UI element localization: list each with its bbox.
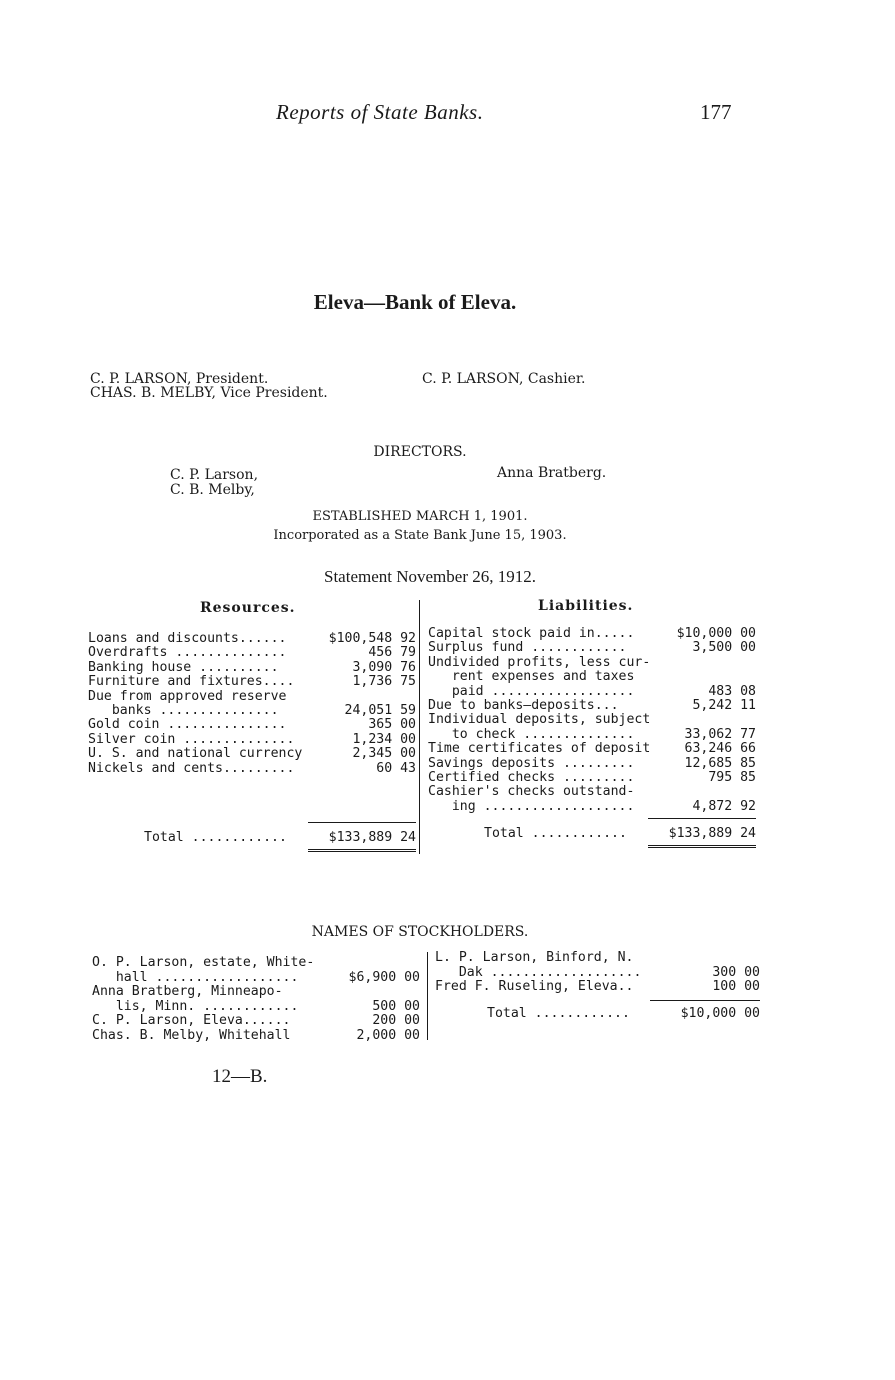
- liabilities-double-rule: [648, 845, 756, 848]
- row-label: Time certificates of deposit: [428, 742, 651, 757]
- row-label: banks ...............: [88, 704, 279, 718]
- resources-heading: Resources.: [200, 600, 296, 616]
- row-label: Overdrafts ..............: [88, 646, 287, 661]
- liabilities-heading: Liabilities.: [538, 598, 634, 614]
- row-amount: 2,000 00: [356, 1027, 420, 1043]
- row-label: U. S. and national currency: [88, 747, 303, 762]
- total-label: Total ............: [484, 827, 627, 841]
- officer-vice-president: CHAS. B. MELBY, Vice President.: [90, 385, 328, 401]
- ledger-row: [92, 1029, 420, 1043]
- ledger-row: [428, 713, 756, 727]
- row-amount: 3,090 76: [352, 659, 416, 675]
- row-label: Loans and discounts......: [88, 632, 287, 646]
- ledger-row: [88, 733, 416, 747]
- bank-title: Eleva—Bank of Eleva.: [313, 290, 517, 314]
- ledger-row: [428, 641, 756, 655]
- ledger-row: [428, 757, 756, 771]
- row-label: Nickels and cents.........: [88, 761, 295, 776]
- ledger-row: [88, 690, 416, 704]
- total-amount: $10,000 00: [680, 1006, 760, 1021]
- director-name: C. B. Melby,: [170, 482, 255, 498]
- row-label: Undivided profits, less cur-: [428, 655, 651, 670]
- row-amount: 33,062 77: [684, 726, 756, 742]
- row-amount: 1,234 00: [352, 731, 416, 747]
- row-label: L. P. Larson, Binford, N.: [435, 951, 634, 965]
- row-amount: 456 79: [368, 645, 416, 661]
- row-label: Individual deposits, subject: [428, 713, 651, 728]
- total-label: Total ............: [144, 831, 287, 845]
- row-label: Savings deposits .........: [428, 756, 635, 771]
- row-amount: 60 43: [376, 760, 416, 776]
- row-label: ing ...................: [428, 799, 635, 814]
- page-number: 177: [700, 100, 732, 124]
- row-label: Due to banks—deposits...: [428, 699, 619, 713]
- directors-heading: DIRECTORS.: [373, 444, 467, 460]
- ledger-row: [435, 951, 760, 965]
- ledger-row: [435, 980, 760, 994]
- row-amount: $10,000 00: [676, 626, 756, 641]
- row-amount: 3,500 00: [692, 640, 756, 656]
- row-label: Chas. B. Melby, Whitehall: [92, 1028, 291, 1043]
- row-label: to check ..............: [428, 727, 635, 742]
- stockholders-heading: NAMES OF STOCKHOLDERS.: [311, 924, 529, 940]
- row-amount: $100,548 92: [328, 631, 416, 646]
- row-amount: 2,345 00: [352, 746, 416, 762]
- ledger-row: [88, 704, 416, 718]
- ledger-row: [88, 661, 416, 675]
- ledger-row: [428, 785, 756, 799]
- row-amount: 5,242 11: [692, 698, 756, 713]
- row-label: Certified checks .........: [428, 771, 635, 785]
- row-amount: 4,872 92: [692, 798, 756, 814]
- row-amount: 12,685 85: [684, 755, 756, 771]
- running-title: Reports of State Banks.: [276, 100, 484, 124]
- ledger-row: [88, 646, 416, 660]
- row-label: paid ..................: [428, 684, 635, 699]
- row-amount: 1,736 75: [352, 674, 416, 690]
- ledger-row: [428, 771, 756, 785]
- officer-president: C. P. LARSON, President.: [90, 371, 269, 387]
- row-label: lis, Minn. ............: [92, 999, 299, 1014]
- ledger-row: [435, 966, 760, 980]
- row-label: Furniture and fixtures....: [88, 675, 295, 690]
- row-amount: 483 08: [708, 683, 756, 699]
- director-name: C. P. Larson,: [170, 467, 259, 483]
- resources-total-rule: [308, 822, 416, 823]
- ledger-row: [428, 728, 756, 742]
- row-amount: 300 00: [712, 964, 760, 980]
- row-label: C. P. Larson, Eleva......: [92, 1014, 291, 1028]
- statement-title: Statement November 26, 1912.: [324, 567, 536, 586]
- officer-cashier: C. P. LARSON, Cashier.: [422, 371, 586, 387]
- row-label: rent expenses and taxes: [428, 670, 635, 685]
- total-amount: $133,889 24: [328, 830, 416, 845]
- row-label: Banking house ..........: [88, 660, 279, 675]
- row-amount: 795 85: [708, 770, 756, 785]
- signature-mark: 12—B.: [212, 1066, 268, 1087]
- ledger-row: [428, 656, 756, 670]
- resources-double-rule: [308, 849, 416, 852]
- ledger-row: [428, 699, 756, 713]
- row-amount: 24,051 59: [344, 703, 416, 718]
- ledger-row: [428, 627, 756, 641]
- row-label: Silver coin ..............: [88, 732, 295, 747]
- incorporated-line: Incorporated as a State Bank June 15, 1903.: [273, 528, 567, 543]
- row-amount: 365 00: [368, 717, 416, 733]
- row-label: Surplus fund ............: [428, 641, 627, 656]
- row-label: Gold coin ...............: [88, 718, 287, 733]
- row-label: Dak ...................: [435, 965, 642, 980]
- ledger-row: [92, 971, 420, 985]
- established-line: ESTABLISHED MARCH 1, 1901.: [312, 509, 528, 524]
- ledger-row: [428, 742, 756, 756]
- ledger-row: [88, 718, 416, 732]
- resources-total-row: [144, 831, 416, 845]
- row-label: Anna Bratberg, Minneapo-: [92, 985, 283, 999]
- ledger-row: [88, 632, 416, 646]
- ledger-row: [88, 675, 416, 689]
- stockholders-total-row: [487, 1007, 760, 1021]
- row-label: hall ..................: [92, 970, 299, 985]
- total-amount: $133,889 24: [668, 826, 756, 841]
- liabilities-total-rule: [648, 818, 756, 819]
- ledger-row: [428, 670, 756, 684]
- row-label: O. P. Larson, estate, White-: [92, 956, 315, 970]
- row-amount: 100 00: [712, 979, 760, 994]
- row-label: Due from approved reserve: [88, 689, 287, 704]
- statement-divider: [419, 600, 420, 854]
- ledger-row: [88, 747, 416, 761]
- row-label: Cashier's checks outstand-: [428, 785, 635, 800]
- row-label: Fred F. Ruseling, Eleva..: [435, 980, 634, 994]
- ledger-row: [428, 685, 756, 699]
- ledger-row: [428, 800, 756, 814]
- row-amount: 63,246 66: [684, 741, 756, 757]
- row-amount: 200 00: [372, 1013, 420, 1028]
- ledger-row: [88, 762, 416, 776]
- total-label: Total ............: [487, 1007, 630, 1021]
- row-label: Capital stock paid in.....: [428, 627, 635, 641]
- row-amount: 500 00: [372, 998, 420, 1014]
- ledger-row: [92, 985, 420, 999]
- liabilities-total-row: [484, 827, 756, 841]
- director-name: Anna Bratberg.: [497, 465, 607, 481]
- ledger-row: [92, 956, 420, 970]
- stockholders-divider: [427, 952, 428, 1040]
- ledger-row: [92, 1000, 420, 1014]
- row-amount: $6,900 00: [348, 969, 420, 985]
- ledger-row: [92, 1014, 420, 1028]
- stockholders-total-rule: [650, 1000, 760, 1001]
